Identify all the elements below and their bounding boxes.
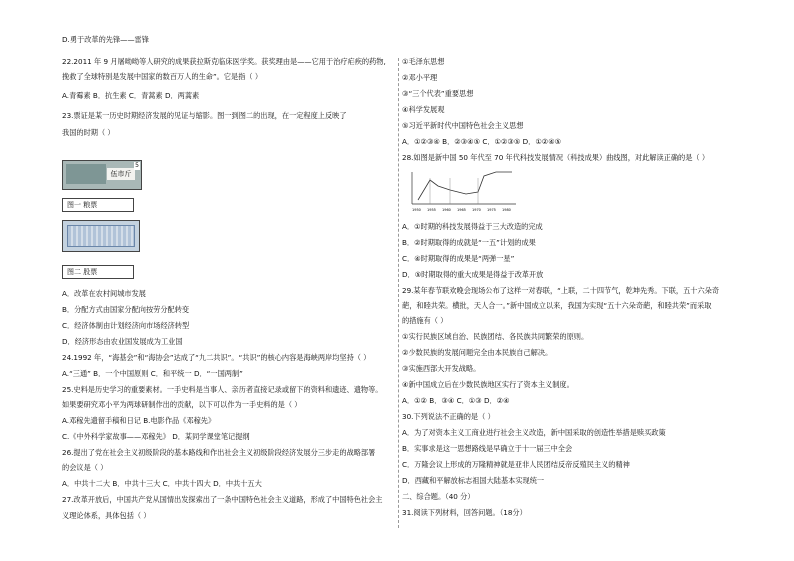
q30-option-d: D．西藏和平解放标志祖国大陆基本实现统一 <box>402 476 545 485</box>
q24-stem: 24.1992 年，“海基会”和“海协会”达成了“九二共识”。“共识”的核心内容是海峡两岸均坚持（ ） <box>62 353 371 362</box>
chart-tick-1980: 1980 <box>502 208 511 212</box>
q27-stem-line2: 义理论体系，具体包括（ ） <box>62 511 151 520</box>
q28-option-d: D．⑤时期取得的重大成果是得益于改革开放 <box>402 270 544 279</box>
q21-option-d: D.勇于改革的先锋——雷锋 <box>62 35 149 44</box>
q22-stem-line1: 22.2011 年 9 月屠呦呦等人研究的成果获拉斯克临床医学奖。获奖理由是——它用于治疗疟疾的药物, <box>62 57 386 66</box>
chart-tick-1950: 1950 <box>412 208 421 212</box>
q27-stem-line1: 27.改革开放后，中国共产党从国情出发探索出了一条中国特色社会主义道路，形成了中国特色社会主 <box>62 495 383 504</box>
q29-item-2: ②少数民族的发展问题完全由本民族自己解决。 <box>402 348 553 357</box>
q27-item-5: ⑤习近平新时代中国特色社会主义思想 <box>402 121 524 130</box>
q25-options-cd: C.《中外科学家故事——邓稼先》 D．某同学课堂笔记提纲 <box>62 432 250 441</box>
chart-tick-1975: 1975 <box>487 208 496 212</box>
grain-ticket-value: 伍市斤 <box>107 168 135 180</box>
q29-stem-line2: 葩，和睦共荣。横批，天人合一。”新中国成立以来，我国为实现“五十六朵奇葩，和睦共荣”而采取 <box>402 301 712 310</box>
q25-options-ab: A.邓稼先遗留手稿和日记 B.电影作品《邓稼先》 <box>62 416 216 425</box>
q25-stem-line1: 25.史料是历史学习的重要素材。一手史料是当事人、亲历者直接记录或留下的资料和遗迹、遗物等。 <box>62 385 383 394</box>
q27-item-1: ①毛泽东思想 <box>402 57 445 66</box>
q27-item-2: ②邓小平理 <box>402 73 438 82</box>
q29-stem-line3: 的措施有（ ） <box>402 316 448 325</box>
q23-option-c: C．经济体制由计划经济向市场经济转型 <box>62 321 190 330</box>
q23-option-b: B．分配方式由国家分配向按劳分配转变 <box>62 305 190 314</box>
figure1-caption: 图一 粮票 <box>62 198 134 212</box>
q29-item-4: ④新中国成立后在少数民族地区实行了资本主义制度。 <box>402 380 574 389</box>
q24-options: A.“三通” B．一个中国原则 C．和平统一 D．“一国两制” <box>62 369 243 378</box>
q30-option-b: B．实事求是这一思想路线是早确立于十一届三中全会 <box>402 444 573 453</box>
q29-stem-line1: 29.某年春节联欢晚会现场公布了这样一对春联，“上联，二十四节气，乾坤先秀。下联，五十六朵奇 <box>402 286 720 295</box>
q28-stem: 28.如图是新中国 50 年代至 70 年代科技发展情况（科技成果）曲线图，对此解读正确的是（ ） <box>402 153 710 162</box>
q27-item-3: ③“三个代表”重要思想 <box>402 89 474 98</box>
q23-stem-line1: 23.票证是某一历史时期经济发展的见证与缩影。图一到图二的出现，在一定程度上反映了 <box>62 111 347 120</box>
q29-item-3: ③实施西部大开发战略。 <box>402 364 481 373</box>
tech-development-chart <box>408 170 518 212</box>
q30-option-c: C．万隆会议上形成的万隆精神就是亚非人民团结反帝反殖民主义的精神 <box>402 460 630 469</box>
chart-tick-1955: 1955 <box>427 208 436 212</box>
column-divider <box>398 58 399 528</box>
grain-ticket-image <box>62 160 142 190</box>
q26-options: A．中共十二大 B．中共十三大 C．中共十四大 D．中共十五大 <box>62 479 262 488</box>
q28-option-a: A．①时期的科技发展得益于三大改造的完成 <box>402 222 543 231</box>
section-heading-comprehensive: 二、综合题。（40 分） <box>402 492 475 501</box>
q30-option-a: A．为了对资本主义工商业进行社会主义改造，新中国采取的创造性举措是赎买政策 <box>402 428 666 437</box>
grain-ticket-number: 5 <box>135 162 139 169</box>
q25-stem-line2: 如果要研究邓小平为两球研制作出的贡献，以下可以作为一手史料的是（ ） <box>62 400 302 409</box>
chart-tick-1970: 1970 <box>472 208 481 212</box>
figure2-caption: 图二 股票 <box>62 265 134 279</box>
q22-options: A.青霉素 B．抗生素 C．青蒿素 D．两蒿素 <box>62 91 200 100</box>
q30-stem: 30.下列说法不正确的是（ ） <box>402 412 495 421</box>
q28-option-c: C．④时期取得的成果是“两弹一星” <box>402 254 515 263</box>
q26-stem-line2: 的会议是（ ） <box>62 463 108 472</box>
q26-stem-line1: 26.提出了党在社会主义初级阶段的基本路线和作出社会主义初级阶段经济发展分三步走的战略部署 <box>62 448 376 457</box>
q27-item-4: ④科学发展观 <box>402 105 445 114</box>
q27-options: A．①②③④ B．②③④⑤ C．①②③⑤ D．①②④⑤ <box>402 137 562 146</box>
q29-options: A．①② B．③④ C．①③ D．②④ <box>402 396 510 405</box>
q23-option-a: A．改革在农村间城市发展 <box>62 289 146 298</box>
q23-stem-line2: 我国的时期（ ） <box>62 128 115 137</box>
stock-certificate-image <box>62 220 140 252</box>
chart-tick-1965: 1965 <box>457 208 466 212</box>
q28-option-b: B．②时期取得的成就是“一五”计划的成果 <box>402 238 536 247</box>
q29-item-1: ①实行民族区域自治、民族团结、各民族共同繁荣的原则。 <box>402 332 589 341</box>
q31-stem: 31.阅读下列材料，回答问题。（18分） <box>402 508 527 517</box>
q22-stem-line2: 挽救了全球特别是发展中国家的数百万人的生命”。它是指（ ） <box>62 72 263 81</box>
q23-option-d: D．经济形态由农业国发展成为工业国 <box>62 337 183 346</box>
chart-tick-1960: 1960 <box>442 208 451 212</box>
